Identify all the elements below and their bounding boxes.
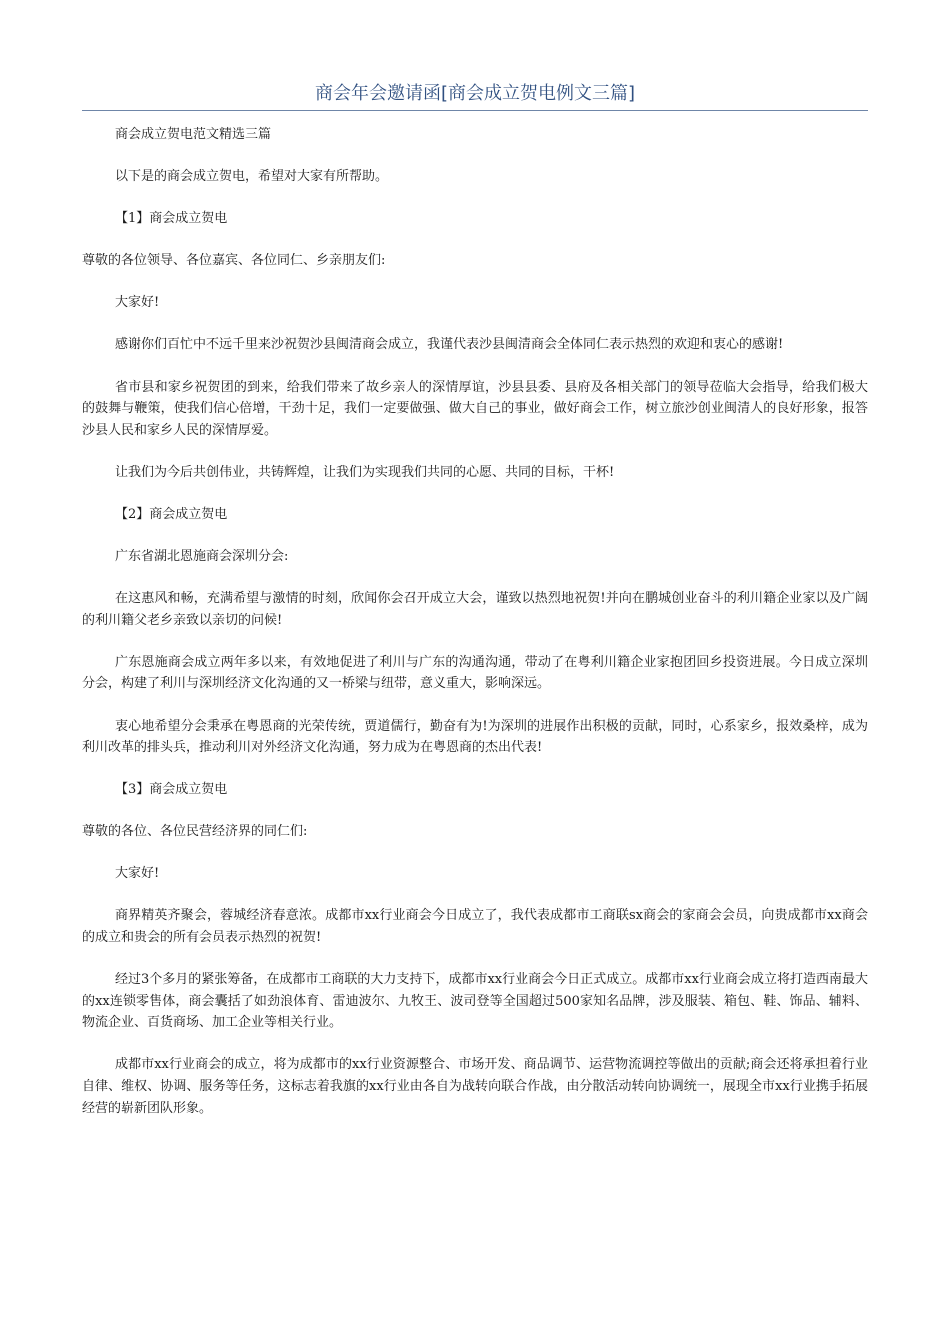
paragraph-18: 经过3个多月的紧张筹备，在成都市工商联的大力支持下，成都市xx行业商会今日正式成立。成都市xx行业商会成立将打造西南最大的xx连锁零售体，商会囊括了如劲浪体育、雷迪波尔、九牧王、波司登等全国超过500家知名品牌，涉及服装、箱包、鞋、饰品、辅料、物流企业、百货商场、加工企业等相关行业。	[82, 972, 868, 1031]
salutation-1: 尊敬的各位领导、各位嘉宾、各位同仁、乡亲朋友们:	[82, 253, 386, 269]
paragraph-13: 衷心地希望分会秉承在粤恩商的光荣传统，贾道儒行，勤奋有为!为深圳的进展作出积极的贡献，同时，心系家乡，报效桑梓，成为利川改革的排头兵，推动利川对外经济文化沟通，努力成为在粤恩商的杰出代表!	[82, 718, 868, 756]
section-heading-2: 【2】商会成立贺电	[115, 506, 228, 522]
paragraph-7: 省市县和家乡祝贺团的到来，给我们带来了故乡亲人的深情厚谊，沙县县委、县府及各相关部门的领导莅临大会指导，给我们极大的鼓舞与鞭策，使我们信心倍增，干劲十足，我们一定要做强、做大自己的事业，做好商会工作，树立旅沙创业闽清人的良好形象，报答沙县人民和家乡人民的深情厚爱。	[82, 379, 868, 438]
paragraph-19: 成都市xx行业商会的成立，将为成都市的xx行业资源整合、市场开发、商品调节、运营物流调控等做出的贡献;商会还将承担着行业自律、维权、协调、服务等任务，这标志着我旗的xx行业由各自为战转向联合作战，由分散活动转向协调统一，展现全市xx行业携手拓展经营的崭新团队形象。	[82, 1057, 868, 1116]
paragraph-1: 商会成立贺电范文精选三篇	[115, 127, 272, 142]
salutation-2: 广东省湖北恩施商会深圳分会:	[115, 549, 289, 565]
salutation-3: 尊敬的各位、各位民营经济界的同仁们:	[82, 824, 308, 840]
page-header	[82, 82, 868, 111]
document-body	[82, 124, 868, 1119]
greeting-1: 大家好!	[115, 295, 160, 311]
section-heading-1: 【1】商会成立贺电	[115, 211, 228, 227]
paragraph-17: 商界精英齐聚会，蓉城经济春意浓。成都市xx行业商会今日成立了，我代表成都市工商联sx商会的家商会会员，向贵成都市xx商会的成立和贵会的所有会员表示热烈的祝贺!	[82, 908, 868, 946]
paragraph-6: 感谢你们百忙中不远千里来沙祝贺沙县闽清商会成立，我谨代表沙县闽清商会全体同仁表示热烈的欢迎和衷心的感谢!	[115, 337, 784, 353]
paragraph-11: 在这惠风和畅，充满希望与激情的时刻，欣闻你会召开成立大会，谨致以热烈地祝贺!并向在鹏城创业奋斗的利川籍企业家以及广阔的利川籍父老乡亲致以亲切的问候!	[82, 591, 868, 628]
section-heading-3: 【3】商会成立贺电	[115, 782, 228, 798]
paragraph-12: 广东恩施商会成立两年多以来，有效地促进了利川与广东的沟通沟通，带动了在粤利川籍企业家抱团回乡投资进展。今日成立深圳分会，构建了利川与深圳经济文化沟通的又一桥梁与纽带，意义重大，影响深远。	[82, 654, 868, 692]
document-title: 商会年会邀请函[商会成立贺电例文三篇]	[314, 83, 636, 104]
greeting-3: 大家好!	[115, 866, 160, 882]
paragraph-2: 以下是的商会成立贺电，希望对大家有所帮助。	[115, 169, 389, 185]
paragraph-8: 让我们为今后共创伟业，共铸辉煌，让我们为实现我们共同的心愿、共同的目标，干杯!	[115, 464, 615, 480]
